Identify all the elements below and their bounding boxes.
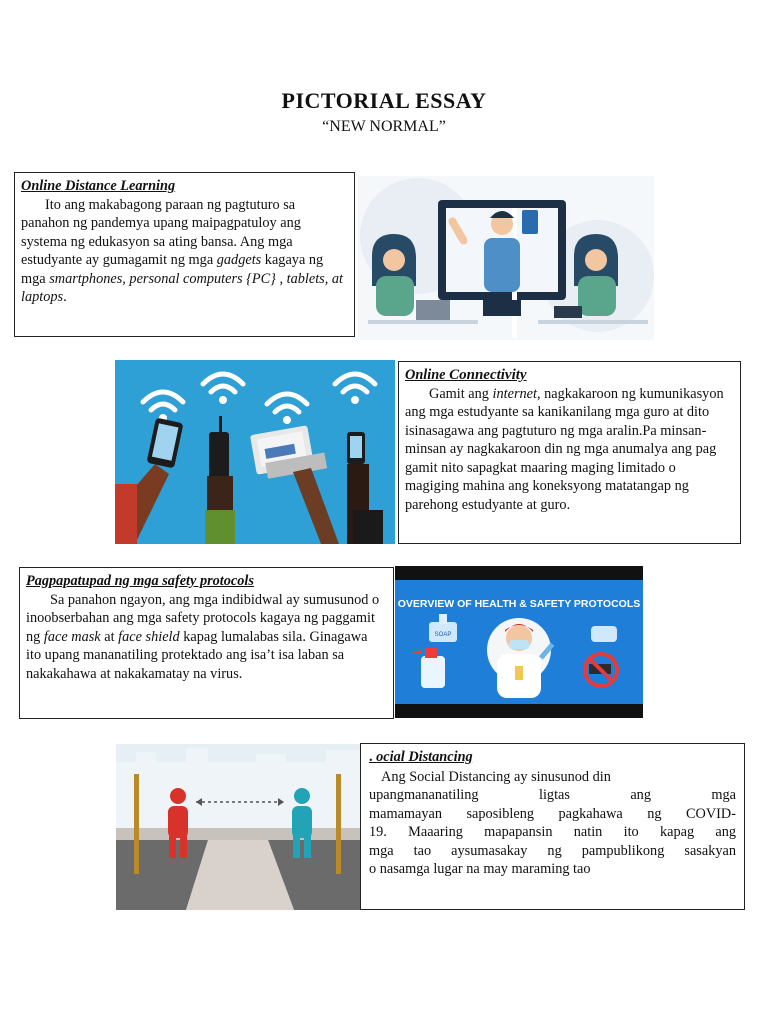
section-body: Sa panahon ngayon, ang mga indibidwal ay sumusunod o inoobserbahan ang mga safety protocols kagaya ng paggamit ng face mask at face shield kapag lumalabas sila. Ginagawa ito upang mananatiling protektado ang isa’t isa laban sa nakakahawa at nakakamatay na virus. <box>26 591 380 682</box>
section-heading: Online Distance Learning <box>21 178 176 194</box>
banner-title: OVERVIEW OF HEALTH & SAFETY PROTOCOLS <box>397 598 641 610</box>
soap-label: SOAP <box>434 632 452 638</box>
section-social-distancing <box>360 743 745 910</box>
online-connectivity-illustration <box>115 360 395 544</box>
body-line: mga tao aysumasakay ng pampublikong sasakyan <box>369 842 736 859</box>
social-distancing-illustration <box>116 744 361 910</box>
section-safety-protocols <box>19 567 394 719</box>
page-title: PICTORIAL ESSAY <box>281 88 487 113</box>
body-line: o nasamga lugar na may maraming tao <box>369 861 591 877</box>
section-online-connectivity <box>398 361 741 544</box>
section-heading: Online Connectivity <box>405 367 527 383</box>
safety-protocols-banner <box>395 566 643 718</box>
section-heading: . ocial Distancing <box>369 749 473 765</box>
online-learning-illustration <box>358 176 654 340</box>
section-body <box>369 768 736 879</box>
body-line: mamamayan saposibleng pagkahawa ng COVID- <box>369 805 736 822</box>
body-line: Ang Social Distancing ay sinusunod din <box>381 768 611 785</box>
body-line: 19. Maaaring mapapansin natin ito kapag ang <box>369 824 736 840</box>
body-line: upangmananatiling ligtas ang mga <box>369 787 736 803</box>
section-heading: Pagpapatupad ng mga safety protocols <box>26 573 254 589</box>
section-body: Gamit ang internet, nagkakaroon ng kumunikasyon ang mga estudyante sa kanikanilang mga guro at dito isinasagawa ang pagtuturo ng mga aralin.Pa minsan-minsan ay nagkakaroon din ng mga anumalya ang pag gamit nito sapagkat maaring maging limitado o magiging mahina ang koneksyong matatangap ng parehong estudyante at guro. <box>405 385 724 513</box>
section-online-distance-learning <box>14 172 355 337</box>
section-body: Ito ang makabagong paraan ng pagtuturo sa panahon ng pandemya upang maipagpatuloy ang systema ng edukasyon sa ating bansa. Ang mga estudyante ay gumagamit ng mga gadgets kagaya ng mga smartphones, personal computers {PC} , tablets, at laptops. <box>21 196 343 305</box>
page-subtitle: “NEW NORMAL” <box>322 118 446 135</box>
